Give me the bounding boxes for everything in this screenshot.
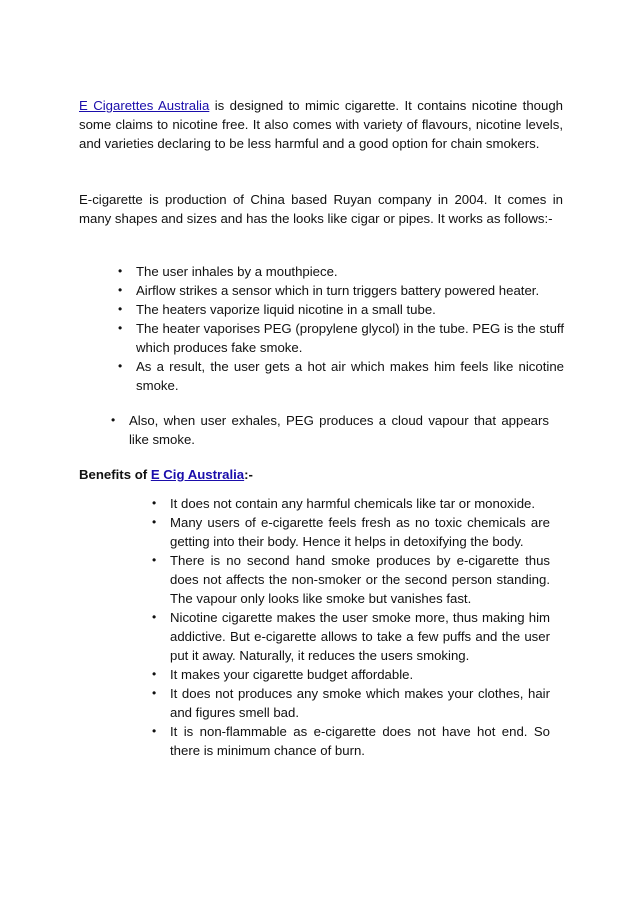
- history-paragraph: E-cigarette is production of China based Ruyan company in 2004. It comes in many shapes and sizes and has the looks like cigar or pipes. It works as follows:-: [79, 192, 563, 226]
- list-item: • There is no second hand smoke produces by e-cigarette thus does not affects the non-smoker or the second person standing. The vapour only looks like smoke but vanishes fast.: [152, 553, 550, 606]
- how-it-works-list: [118, 262, 564, 395]
- intro-paragraph: [79, 96, 563, 153]
- benefits-list: [152, 494, 550, 760]
- list-item: • It is non-flammable as e-cigarette does not have hot end. So there is minimum chance of burn.: [152, 724, 550, 758]
- bullet-icon: •: [152, 515, 157, 529]
- list-item: • It does not contain any harmful chemicals like tar or monoxide.: [152, 496, 536, 511]
- e-cig-australia-link[interactable]: E Cig Australia: [150, 467, 245, 482]
- bullet-icon: •: [118, 283, 123, 297]
- benefits-heading: Benefits of E Cig Australia:-: [79, 467, 253, 482]
- bullet-icon: •: [152, 724, 157, 738]
- intro-text: is designed to mimic cigarette. It contains nicotine though some claims to nicotine free. It also comes with variety of flavours, nicotine levels, and varieties declaring to be less harmful and a good option for chain smokers.: [79, 98, 563, 151]
- list-item: • Airflow strikes a sensor which in turn triggers battery powered heater.: [118, 283, 540, 298]
- bullet-icon: •: [152, 686, 157, 700]
- bullet-icon: •: [152, 667, 157, 681]
- list-item: • Also, when user exhales, PEG produces a cloud vapour that appears like smoke.: [111, 413, 549, 447]
- bullet-icon: •: [118, 359, 123, 373]
- bullet-icon: •: [152, 610, 157, 624]
- bullet-icon: •: [118, 321, 123, 335]
- bullet-icon: •: [118, 302, 123, 316]
- e-cigarettes-australia-link[interactable]: E Cigarettes Australia: [79, 98, 210, 113]
- bullet-icon: •: [152, 496, 157, 510]
- list-item: • The heater vaporises PEG (propylene glycol) in the tube. PEG is the stuff which produces fake smoke.: [118, 321, 564, 355]
- list-item: • The heaters vaporize liquid nicotine in a small tube.: [118, 302, 436, 317]
- bullet-icon: •: [111, 413, 116, 427]
- list-item: • Many users of e-cigarette feels fresh as no toxic chemicals are getting into their body. Hence it helps in detoxifying the body.: [152, 515, 550, 549]
- how-it-works-extra-list: [111, 411, 549, 449]
- list-item: • As a result, the user gets a hot air which makes him feels like nicotine smoke.: [118, 359, 564, 393]
- list-item: • The user inhales by a mouthpiece.: [118, 264, 338, 279]
- list-item: • Nicotine cigarette makes the user smoke more, thus making him addictive. But e-cigarette allows to take a few puffs and the user put it away. Naturally, it reduces the users smoking.: [152, 610, 550, 663]
- bullet-icon: •: [152, 553, 157, 567]
- bullet-icon: •: [118, 264, 123, 278]
- list-item: • It does not produces any smoke which makes your clothes, hair and figures smell bad.: [152, 686, 550, 720]
- list-item: • It makes your cigarette budget affordable.: [152, 667, 414, 682]
